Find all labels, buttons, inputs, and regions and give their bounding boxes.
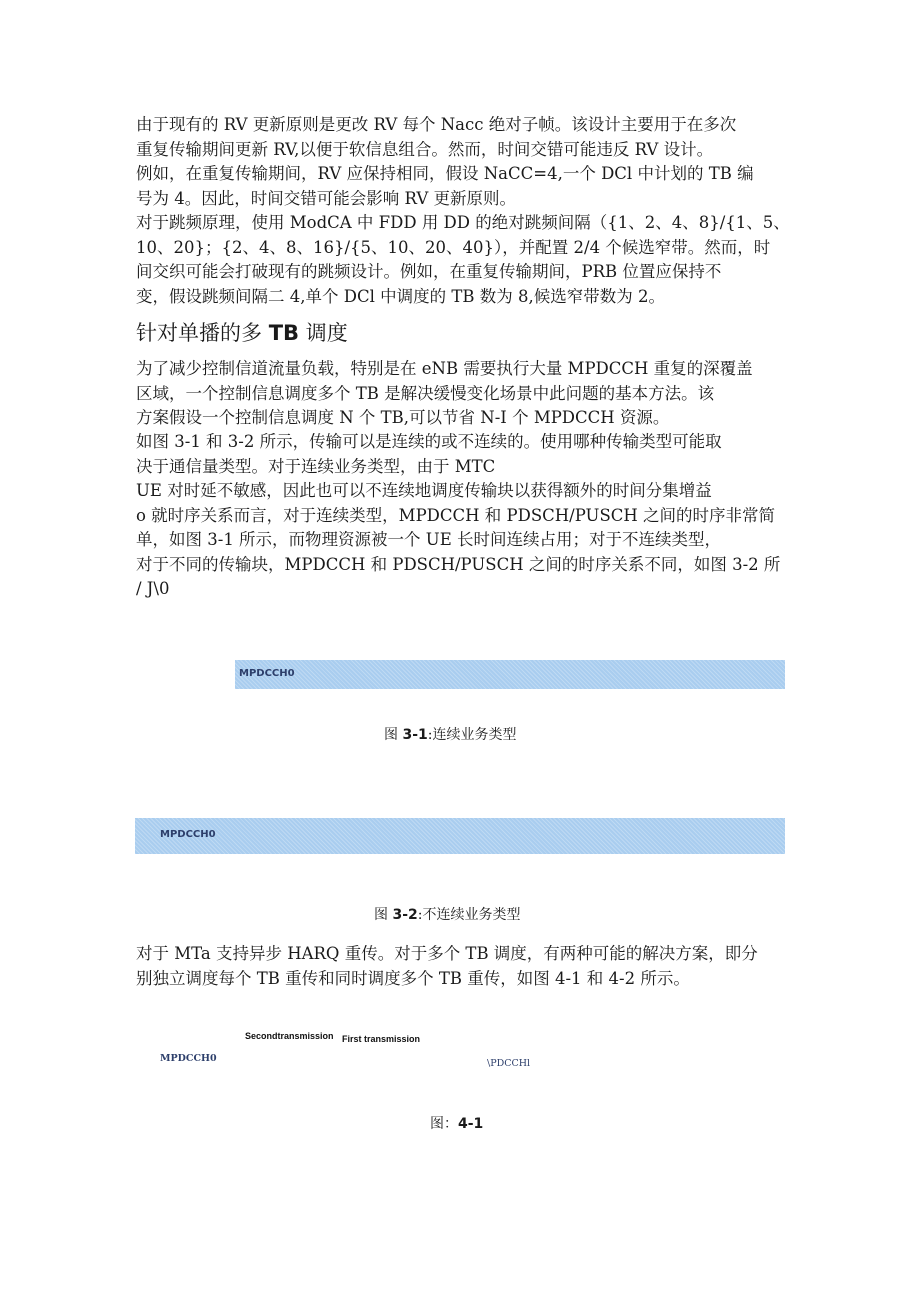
text-line: 例如，在重复传输期间，RV 应保持相同，假设 NaCC=4,一个 DCl 中计划的 TB 编 <box>136 164 754 183</box>
text-line: 别独立调度每个 TB 重传和同时调度多个 TB 重传，如图 4-1 和 4-2 所示。 <box>136 968 690 988</box>
text-line: 如图 3-1 和 3-2 所示，传输可以是连续的或不连续的。使用哪种传输类型可能取 <box>136 432 722 451</box>
text-line: 由于现有的 RV 更新原则是更改 RV 每个 Nacc 绝对子帧。该设计主要用于在多次 <box>136 115 737 134</box>
paragraph-multi-tb <box>136 357 786 431</box>
text-line: 决于通信量类型。对于连续业务类型，由于 MTC <box>136 456 496 476</box>
figure-4-1-mpdcch-right-label: \PDCCHl <box>487 1058 531 1069</box>
text-line: 10、20}；{2、4、8、16}/{5、10、20、40}），并配置 2/4 个候选窄带。然而，时 <box>136 237 771 257</box>
text-line: 方案假设一个控制信息调度 N 个 TB,可以节省 N-I 个 MPDCCH 资源。 <box>136 408 670 427</box>
text-line: 间交织可能会打破现有的跳频设计。例如，在重复传输期间，PRB 位置应保持不 <box>136 262 722 281</box>
paragraph-harq <box>136 942 786 991</box>
figure-3-2-mpdcch-label: MPDCCH0 <box>160 829 216 840</box>
text-line: 对于不同的传输块，MPDCCH 和 PDSCH/PUSCH 之间的时序关系不同，如图 3-2 所 <box>136 554 781 574</box>
caption-text: :不连续业务类型 <box>417 907 521 923</box>
text-line: 为了减少控制信道流量负载，特别是在 eNB 需要执行大量 MPDCCH 重复的深覆盖 <box>136 359 753 378</box>
text-line: 重复传输期间更新 RV,以便于软信息组合。然而，时间交错可能违反 RV 设计。 <box>136 139 714 159</box>
text-line: 区域，一个控制信息调度多个 TB 是解决缓慢变化场景中此问题的基本方法。该 <box>136 383 715 403</box>
caption-number: 3-2 <box>392 907 418 923</box>
text-line: 对于 MTa 支持异步 HARQ 重传。对于多个 TB 调度，有两种可能的解决方案，即分 <box>136 944 758 963</box>
text-line: 变，假设跳频间隔二 4,单个 DCl 中调度的 TB 数为 8,候选窄带数为 2。 <box>136 286 665 306</box>
figure-4-1-first-transmission-label: First transmission <box>342 1034 421 1044</box>
caption-prefix: 图 <box>384 727 403 743</box>
heading-bold: TB <box>268 321 300 345</box>
section-heading <box>136 319 348 347</box>
caption-text: :连续业务类型 <box>427 727 517 743</box>
text-line: 号为 4。因此，时间交错可能会影响 RV 更新原则。 <box>136 188 516 208</box>
heading-prefix: 针对单播的多 <box>136 321 269 345</box>
heading-suffix: 调度 <box>299 321 348 345</box>
text-line: 单，如图 3-1 所示，而物理资源被一个 UE 长时间连续占用；对于不连续类型， <box>136 530 722 549</box>
paragraph-rv-update <box>136 113 786 211</box>
text-line: o 就时序关系而言，对于连续类型，MPDCCH 和 PDSCH/PUSCH 之间的时序非常简 <box>136 505 776 525</box>
figure-3-1-band <box>235 660 785 689</box>
caption-number: 3-1 <box>402 727 428 743</box>
figure-3-1-mpdcch-label: MPDCCH0 <box>239 668 295 679</box>
caption-prefix: 图： <box>430 1116 458 1132</box>
text-line: UE 对时延不敏感，因此也可以不连续地调度传输块以获得额外的时间分集增益 <box>136 481 712 500</box>
caption-prefix: 图 <box>374 907 393 923</box>
figure-3-2-band <box>135 818 785 854</box>
figure-4-1-mpdcch-left-label: MPDCCH0 <box>160 1053 217 1064</box>
paragraph-transmission-types <box>136 430 786 602</box>
figure-3-2-caption <box>374 906 520 924</box>
paragraph-frequency-hopping <box>136 211 790 309</box>
caption-number: 4-1 <box>458 1116 484 1132</box>
figure-4-1-second-transmission-label: Secondtransmission <box>245 1031 334 1041</box>
text-line: / J\0 <box>136 579 170 598</box>
figure-4-1-caption <box>430 1115 483 1133</box>
figure-3-1-caption <box>384 726 516 744</box>
text-line: 对于跳频原理，使用 ModCA 中 FDD 用 DD 的绝对跳频间隔（{1、2、4、8}/{1、5、 <box>136 213 790 232</box>
